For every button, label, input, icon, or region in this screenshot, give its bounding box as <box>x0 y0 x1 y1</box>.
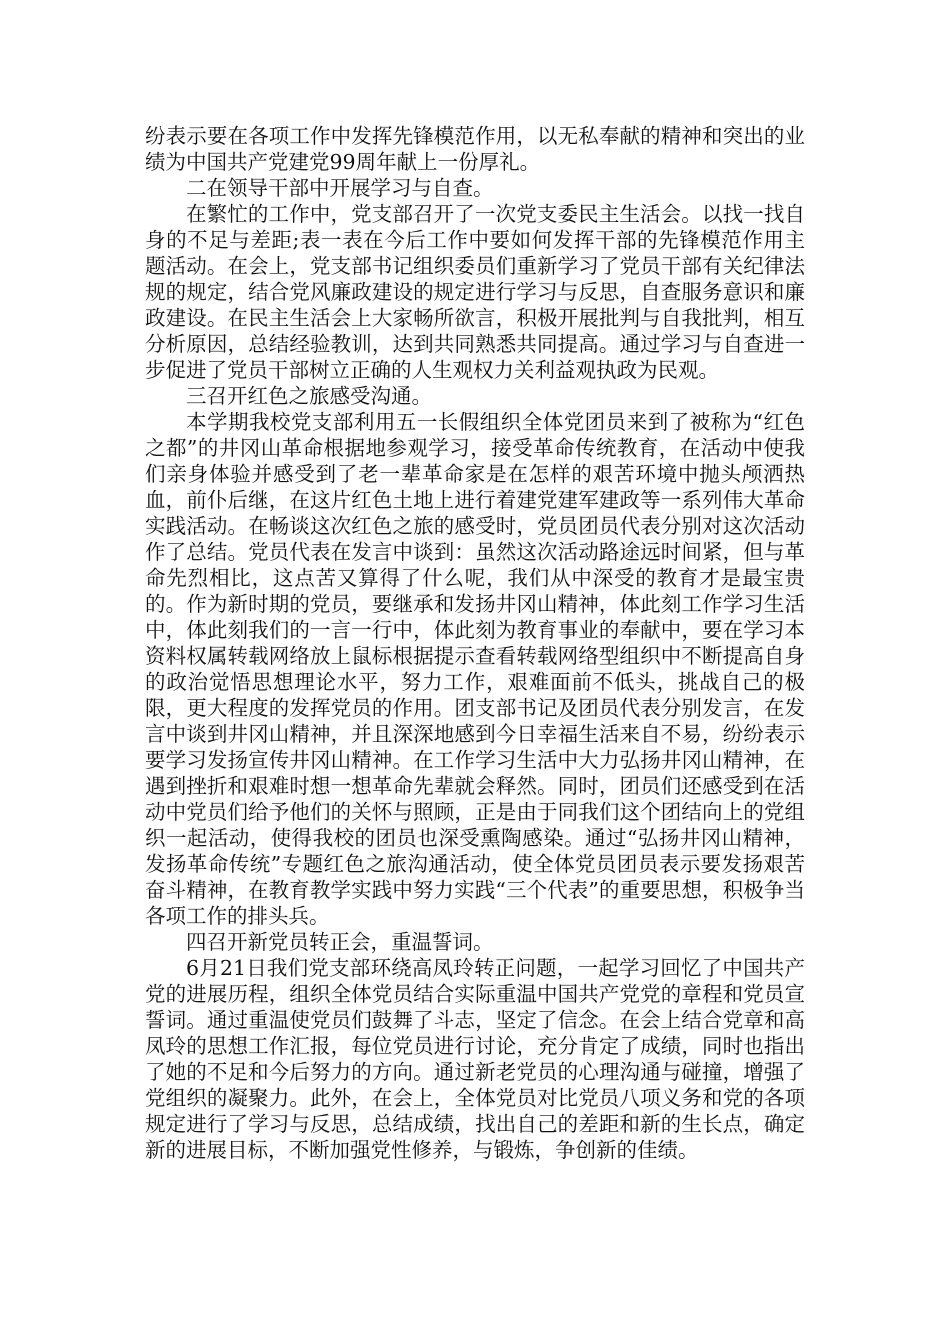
section-heading-3: 三召开红色之旅感受沟通。 <box>186 384 432 408</box>
paragraph-new-member: 6月21日我们党支部环绕高凤玲转正问题，一起学习回忆了中国共产党的进展历程，组织全体党员结合实际重温中国共产党党的章程和党员宣誓词。通过重温使党员们鼓舞了斗志，坚定了信念。在会上结合党章和高凤玲的思想工作汇报，每位党员进行讨论，充分肯定了成绩，同时也指出了她的不足和今后努力的方向。通过新老党员的心理沟通与碰撞，增强了党组织的凝聚力。此外，在会上，全体党员对比党员八项义务和党的各项规定进行了学习与反思，总结成绩，找出自己的差距和新的生长点，确定新的进展目标，不断加强党性修养，与锻炼，争创新的佳绩。 <box>145 956 805 1162</box>
document-body <box>145 123 805 1163</box>
paragraph-self-review: 在繁忙的工作中，党支部召开了一次党支委民主生活会。以找一找自身的不足与差距;表一表在今后工作中要如何发挥干部的先锋模范作用主题活动。在会上，党支部书记组织委员们重新学习了党员干部有关纪律法规的规定，结合党风廉政建设的规定进行学习与反思，自查服务意识和廉政建设。在民主生活会上大家畅所欲言，积极开展批判与自我批判，相互分析原因，总结经验教训，达到共同熟悉共同提高。通过学习与自查进一步促进了党员干部树立正确的人生观权力关利益观执政为民观。 <box>145 202 805 382</box>
section-heading-4: 四召开新党员转正会，重温誓词。 <box>186 930 494 954</box>
paragraph-red-tour: 本学期我校党支部利用五一长假组织全体党团员来到了被称为“红色之都”的井冈山革命根据地参观学习，接受革命传统教育，在活动中使我们亲身体验并感受到了老一辈革命家是在怎样的艰苦环境中抛头颅洒热血，前仆后继，在这片红色土地上进行着建党建军建政等一系列伟大革命实践活动。在畅谈这次红色之旅的感受时，党员团员代表分别对这次活动作了总结。党员代表在发言中谈到：虽然这次活动路途远时间紧，但与革命先烈相比，这点苦又算得了什么呢，我们从中深受的教育才是最宝贵的。作为新时期的党员，要继承和发扬井冈山精神，体此刻工作学习生活中，体此刻我们的一言一行中，体此刻为教育事业的奉献中，要在学习本资料权属转载网络放上鼠标根据提示查看转载网络型组织中不断提高自身的政治觉悟思想理论水平，努力工作，艰难面前不低头，挑战自己的极限，更大程度的发挥党员的作用。团支部书记及团员代表分别发言，在发言中谈到井冈山精神，并且深深地感到今日幸福生活来自不易，纷纷表示要学习发扬宣传井冈山精神。在工作学习生活中大力弘扬井冈山精神，在遇到挫折和艰难时想一想革命先辈就会释然。同时，团员们还感受到在活动中党员们给予他们的关怀与照顾，正是由于同我们这个团结向上的党组织一起活动，使得我校的团员也深受熏陶感染。通过“弘扬井冈山精神，发扬革命传统”专题红色之旅沟通活动，使全体党员团员表示要发扬艰苦奋斗精神，在教育教学实践中努力实践“三个代表”的重要思想，积极争当各项工作的排头兵。 <box>145 410 805 928</box>
section-heading-2: 二在领导干部中开展学习与自查。 <box>186 176 494 200</box>
paragraph-continuation: 纷表示要在各项工作中发挥先锋模范作用，以无私奉献的精神和突出的业绩为中国共产党建党99周年献上一份厚礼。 <box>145 124 805 174</box>
